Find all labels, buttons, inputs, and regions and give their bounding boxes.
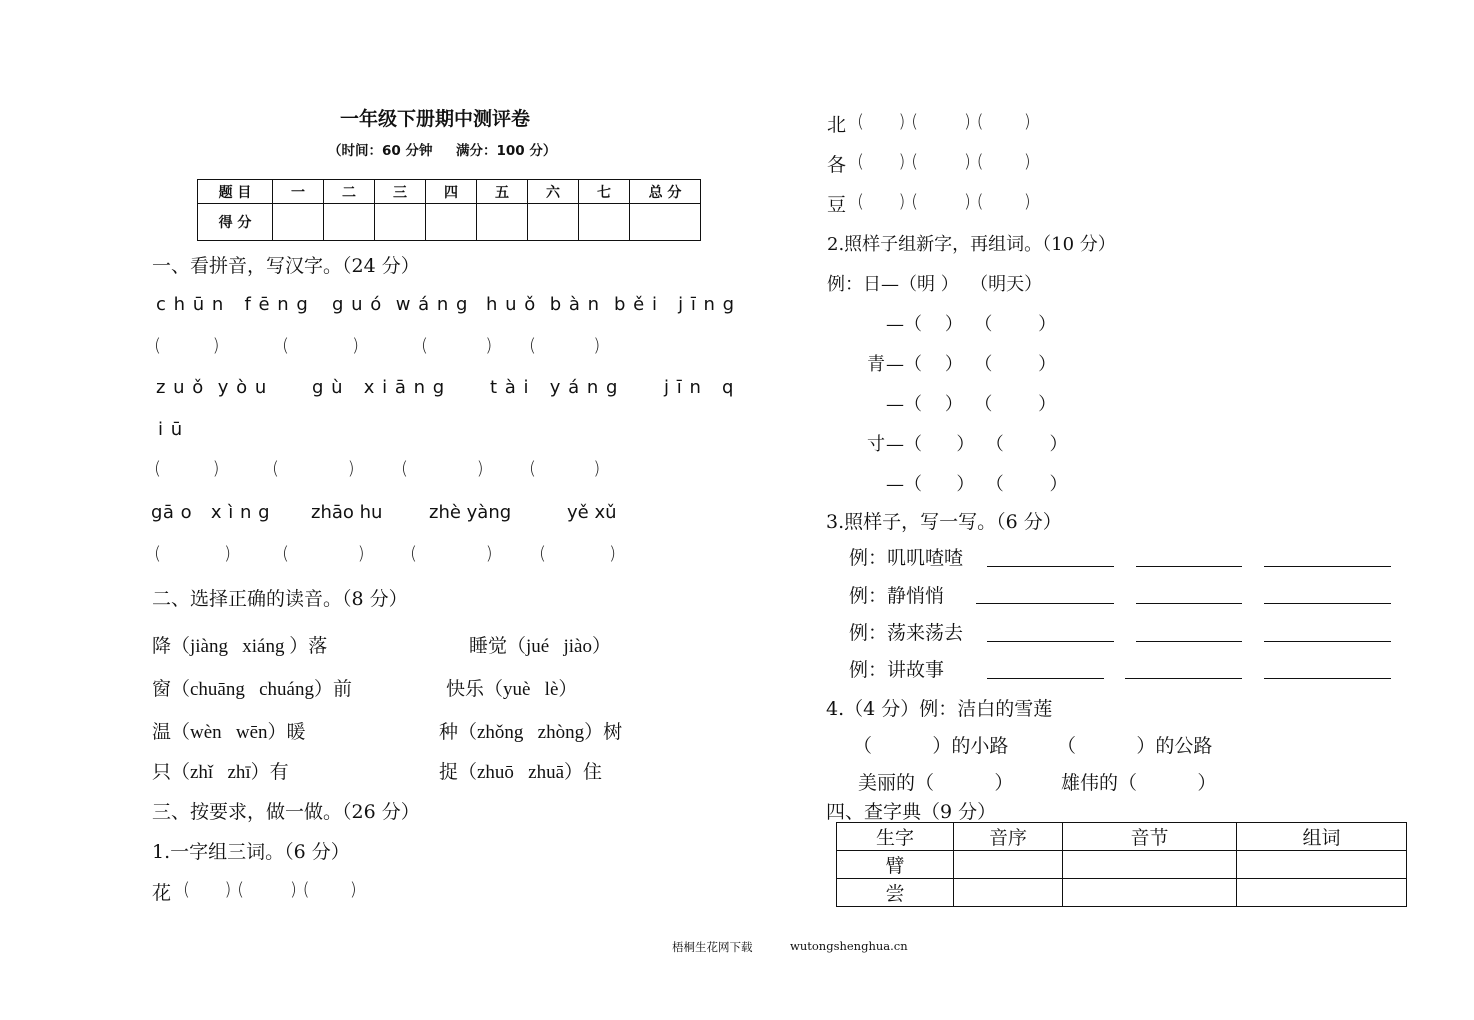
q2-row-char: 寸	[867, 434, 885, 455]
q2-row: —（ ） （ ）	[886, 354, 1057, 375]
score-cell[interactable]	[477, 204, 528, 241]
q1-char: 各	[827, 154, 847, 176]
write-line[interactable]	[987, 678, 1104, 679]
exam-subtitle: （时间：60 分钟 满分：100 分）	[328, 143, 557, 159]
pinyin-word: j ī n q	[664, 377, 735, 398]
answer-blank[interactable]: ( ) ( ) ( )	[857, 191, 1031, 212]
score-cell[interactable]	[528, 204, 579, 241]
q2-row: —（ ） （ ）	[886, 474, 1068, 495]
score-header-cell: 总 分	[630, 180, 701, 204]
write-line[interactable]	[1264, 566, 1391, 567]
q2-row: —（ ） （ ）	[886, 314, 1057, 335]
dict-header-cell: 音节	[1063, 823, 1237, 851]
write-line[interactable]	[1264, 641, 1391, 642]
q4-blank[interactable]: 雄伟的（ ）	[1061, 772, 1217, 794]
q1-heading: 1.一字组三词。（6 分）	[152, 841, 350, 863]
dict-answer-cell[interactable]	[954, 879, 1063, 907]
pinyin-word: t à i y á n g	[490, 377, 619, 398]
answer-blank[interactable]: ( )	[154, 543, 231, 564]
score-cell[interactable]	[579, 204, 630, 241]
write-line[interactable]	[1136, 603, 1242, 604]
write-line[interactable]	[987, 566, 1114, 567]
q1-char: 花	[152, 882, 172, 904]
answer-blank[interactable]: ( )	[529, 458, 601, 479]
reading-choice[interactable]: 种（zhǒng zhòng）树	[439, 722, 623, 743]
score-cell[interactable]	[273, 204, 324, 241]
pinyin-word: zhāo hu	[311, 502, 383, 523]
pinyin-word: g ù x i ā n g	[312, 377, 446, 398]
answer-blank[interactable]: ( )	[529, 335, 601, 356]
reading-choice[interactable]: 睡觉（jué jiào）	[469, 636, 611, 657]
answer-blank[interactable]: ( )	[282, 335, 359, 356]
dict-header-cell: 组词	[1237, 823, 1407, 851]
q3-example: 例：叽叽喳喳	[849, 547, 964, 569]
dict-char-cell: 臂	[837, 851, 954, 879]
pinyin-word-wrap: i ū	[158, 419, 184, 440]
q1-char: 北	[827, 114, 847, 136]
score-header-cell: 题 目	[198, 180, 273, 204]
q1-char: 豆	[827, 194, 847, 216]
pinyin-word: c h ū n f ē n g	[156, 294, 309, 315]
pinyin-word: zhè yàng	[429, 502, 512, 523]
q4-blank[interactable]: 美丽的（ ）	[858, 772, 1014, 794]
score-row-label: 得 分	[198, 204, 273, 241]
score-header-cell: 一	[273, 180, 324, 204]
write-line[interactable]	[1136, 641, 1242, 642]
reading-choice[interactable]: 降（jiàng xiáng ）落	[152, 636, 328, 657]
pinyin-word: g u ó w á n g	[332, 294, 469, 315]
answer-blank[interactable]: ( )	[154, 458, 220, 479]
answer-blank[interactable]: ( )	[401, 458, 484, 479]
answer-blank[interactable]: ( ) ( ) ( )	[183, 879, 357, 900]
page-title: 一年级下册期中测评卷	[340, 108, 531, 130]
write-line[interactable]	[1125, 678, 1242, 679]
write-line[interactable]	[987, 641, 1114, 642]
pinyin-word: z u ǒ y ò u	[156, 377, 268, 398]
reading-choice[interactable]: 窗（chuāng chuáng）前	[152, 679, 352, 700]
section2-heading: 二、选择正确的读音。（8 分）	[152, 588, 408, 610]
footer-site-name: 梧桐生花网下载	[672, 940, 753, 954]
answer-blank[interactable]: ( ) ( ) ( )	[857, 151, 1031, 172]
q3-heading: 3.照样子，写一写。（6 分）	[826, 511, 1062, 533]
pinyin-word: b ě i j ī n g	[614, 294, 736, 315]
dict-header-cell: 音序	[954, 823, 1063, 851]
q2-row: —（ ） （ ）	[886, 394, 1057, 415]
pinyin-word: yě xǔ	[567, 502, 617, 523]
dict-answer-cell[interactable]	[954, 851, 1063, 879]
pinyin-word: gā o x ì n g	[151, 502, 271, 523]
dict-answer-cell[interactable]	[1237, 851, 1407, 879]
score-header-cell: 七	[579, 180, 630, 204]
score-cell[interactable]	[324, 204, 375, 241]
section4-heading: 四、查字典（9 分）	[826, 801, 997, 823]
score-header-cell: 三	[375, 180, 426, 204]
reading-choice[interactable]: 捉（zhuō zhuā）住	[439, 762, 603, 783]
reading-choice[interactable]: 快乐（yuè lè）	[446, 679, 578, 700]
answer-blank[interactable]: ( )	[154, 335, 220, 356]
q2-row-char: 青	[867, 354, 885, 375]
q4-blank[interactable]: （ ）的小路	[853, 735, 1009, 757]
dict-answer-cell[interactable]	[1063, 851, 1237, 879]
dict-char-cell: 尝	[837, 879, 954, 907]
answer-blank[interactable]: ( ) ( ) ( )	[857, 111, 1031, 132]
score-cell[interactable]	[630, 204, 701, 241]
score-header-cell: 五	[477, 180, 528, 204]
reading-choice[interactable]: 只（zhǐ zhī）有	[152, 762, 289, 783]
q2-row: —（ ） （ ）	[886, 434, 1068, 455]
dict-header-cell: 生字	[837, 823, 954, 851]
write-line[interactable]	[1136, 566, 1242, 567]
q4-blank[interactable]: （ ）的公路	[1057, 735, 1213, 757]
answer-blank[interactable]: ( )	[272, 458, 355, 479]
score-header-cell: 二	[324, 180, 375, 204]
q3-example: 例：荡来荡去	[849, 622, 964, 644]
section1-heading: 一、看拼音，写汉字。（24 分）	[152, 255, 420, 277]
dictionary-table	[836, 822, 1407, 907]
q2-example: 例：日—（明 ） （明天）	[827, 274, 1043, 295]
reading-choice[interactable]: 温（wèn wēn）暖	[152, 722, 306, 743]
score-table	[197, 179, 701, 241]
score-cell[interactable]	[426, 204, 477, 241]
dict-answer-cell[interactable]	[1237, 879, 1407, 907]
footer-url[interactable]: wutongshenghua.cn	[790, 939, 908, 953]
pinyin-word: h u ǒ b à n	[486, 294, 601, 315]
answer-blank[interactable]: ( )	[421, 335, 493, 356]
answer-blank[interactable]: ( )	[410, 543, 493, 564]
section3-heading: 三、按要求，做一做。（26 分）	[152, 801, 420, 823]
answer-blank[interactable]: ( )	[282, 543, 365, 564]
score-cell[interactable]	[375, 204, 426, 241]
write-line[interactable]	[976, 603, 1114, 604]
score-header-cell: 六	[528, 180, 579, 204]
score-header-cell: 四	[426, 180, 477, 204]
q2-heading: 2.照样子组新字，再组词。（10 分）	[827, 234, 1116, 255]
write-line[interactable]	[1264, 603, 1391, 604]
dict-answer-cell[interactable]	[1063, 879, 1237, 907]
q3-example: 例：静悄悄	[849, 585, 945, 607]
q4-heading: 4.（4 分）例：洁白的雪莲	[826, 698, 1053, 720]
write-line[interactable]	[1264, 678, 1391, 679]
answer-blank[interactable]: ( )	[539, 543, 616, 564]
q3-example: 例：讲故事	[849, 659, 945, 681]
